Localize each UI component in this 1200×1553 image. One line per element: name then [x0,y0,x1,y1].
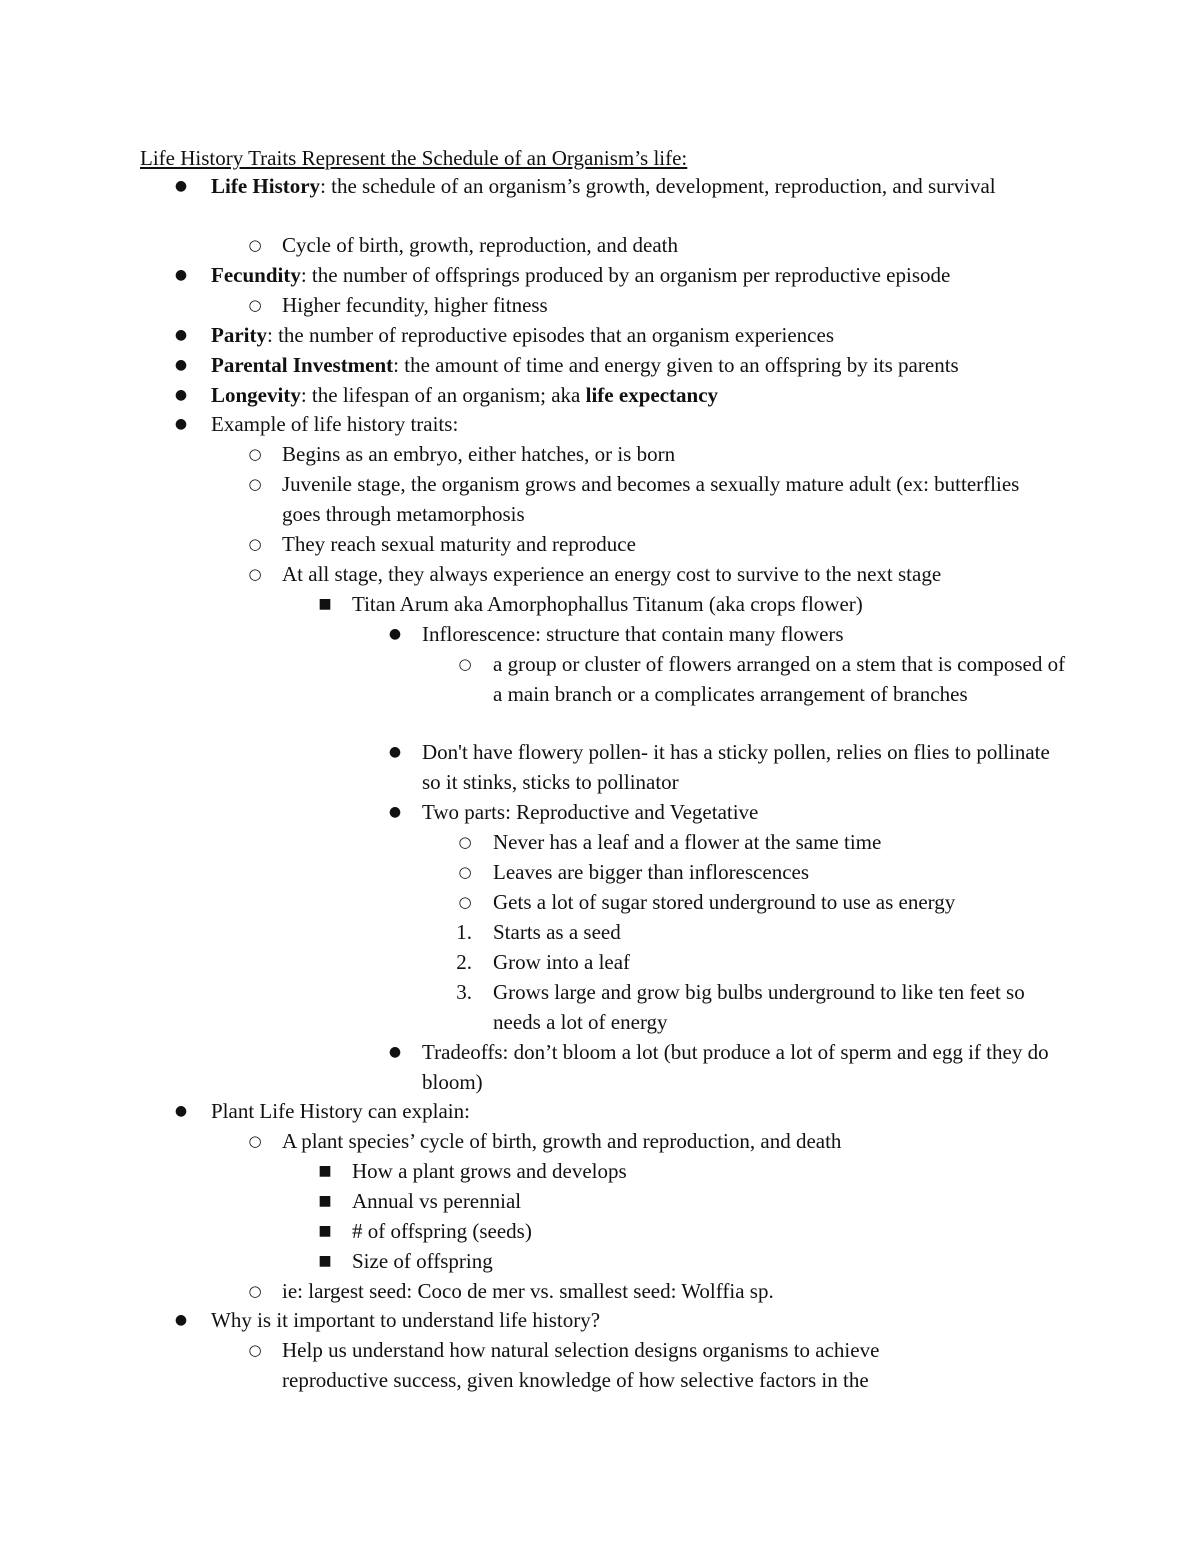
page-title: Life History Traits Represent the Schedule of an Organism’s life: [140,146,688,170]
bullet-disc-icon: ● [388,804,402,820]
term-life-history: Life History [211,174,321,198]
bullet-disc-icon: ● [174,416,188,432]
bullet-circle-icon: ○ [458,893,472,911]
bullet-circle-icon: ○ [248,535,262,553]
bullet-circle-icon: ○ [458,655,472,673]
bullet-square-icon: ■ [318,1253,332,1269]
bullet-disc-icon: ● [388,744,402,760]
bullet-circle-icon: ○ [458,863,472,881]
bullet-disc-icon: ● [388,626,402,642]
bullet-square-icon: ■ [318,1193,332,1209]
bullet-circle-icon: ○ [248,1132,262,1150]
list-number: 3. [456,980,472,1004]
document-page: Life History Traits Represent the Schedule of an Organism’s life: ● Life History: the schedule of an organism’s growth, development, reproduction, and survival ○ Cycle of birth, growth, reproduction, and death ● Fecundity: the number of offsprings produced by an organism per reproductive episode ○ Higher fecundity, higher fitness ● Parity: the number of reproductive episodes that an organism experiences ● Parental Investment: the amount of time and energy given to an offspring by its parents ● Longevity: the lifespan of an organism; aka life expectancy ● Example of life history traits: ○ Begins as an embryo, either hatches, or is born ○ Juvenile stage, the organism grows and becomes a sexually mature adult (ex: butterflies goes through metamorphosis ○ They reach sexual maturity and reproduce ○ At all stage, they always experience an energy cost to survive to the next stage ■ Titan Arum aka Amorphophallus Titanum (aka crops flower) ● Inflorescence: structure that contain many flowers ○ a group or cluster of flowers arranged on a stem that is composed of a main branch or a complicates arrangement of branches ● Don't have flowery pollen- it has a sticky pollen, relies on flies to pollinate so it stinks, sticks to pollinator ● Two parts: Reproductive and Vegetative ○ Never has a leaf and a flower at the same time ○ Leaves are bigger than inflorescences ○ Gets a lot of sugar stored underground to use as energy 1. Starts as a seed 2. Grow into a leaf 3. Grows large and grow big bulbs underground to like ten feet so needs a lot of energy ● Tradeoffs: don’t bloom a lot (but produce a lot of sperm and egg if they do bloom) ● Plant Life History can explain: ○ A plant species’ cycle of birth, growth and reproduction, and death ■ How a plant grows and develops ■ Annual vs perennial ■ # of offspring (seeds) ■ Size of offspring ○ ie: largest seed: Coco de mer vs. smallest seed: Wolffia sp. ● Why is it important to understand life history? ○ Help us understand how natural selection designs organisms to achieve reproductive success, given knowledge of how selective factors in the [0,0,1200,1553]
term-parity: Parity [211,323,267,347]
bullet-circle-icon: ○ [248,296,262,314]
term-parental-investment: Parental Investment [211,353,394,377]
bullet-disc-icon: ● [174,387,188,403]
list-number: 2. [456,950,472,974]
bullet-circle-icon: ○ [248,445,262,463]
bullet-square-icon: ■ [318,1163,332,1179]
bullet-circle-icon: ○ [248,475,262,493]
bullet-circle-icon: ○ [248,565,262,583]
bullet-square-icon: ■ [318,1223,332,1239]
bullet-disc-icon: ● [174,267,188,283]
bullet-circle-icon: ○ [248,236,262,254]
bullet-disc-icon: ● [174,178,188,194]
term-life-expectancy: life expectancy [585,383,719,407]
bullet-disc-icon: ● [388,1044,402,1060]
term-fecundity: Fecundity [211,263,301,287]
bullet-disc-icon: ● [174,357,188,373]
bullet-circle-icon: ○ [248,1282,262,1300]
list-number: 1. [456,920,472,944]
bullet-disc-icon: ● [174,1312,188,1328]
bullet-disc-icon: ● [174,327,188,343]
bullet-disc-icon: ● [174,1103,188,1119]
bullet-circle-icon: ○ [248,1341,262,1359]
bullet-circle-icon: ○ [458,833,472,851]
bullet-square-icon: ■ [318,596,332,612]
term-longevity: Longevity [211,383,301,407]
